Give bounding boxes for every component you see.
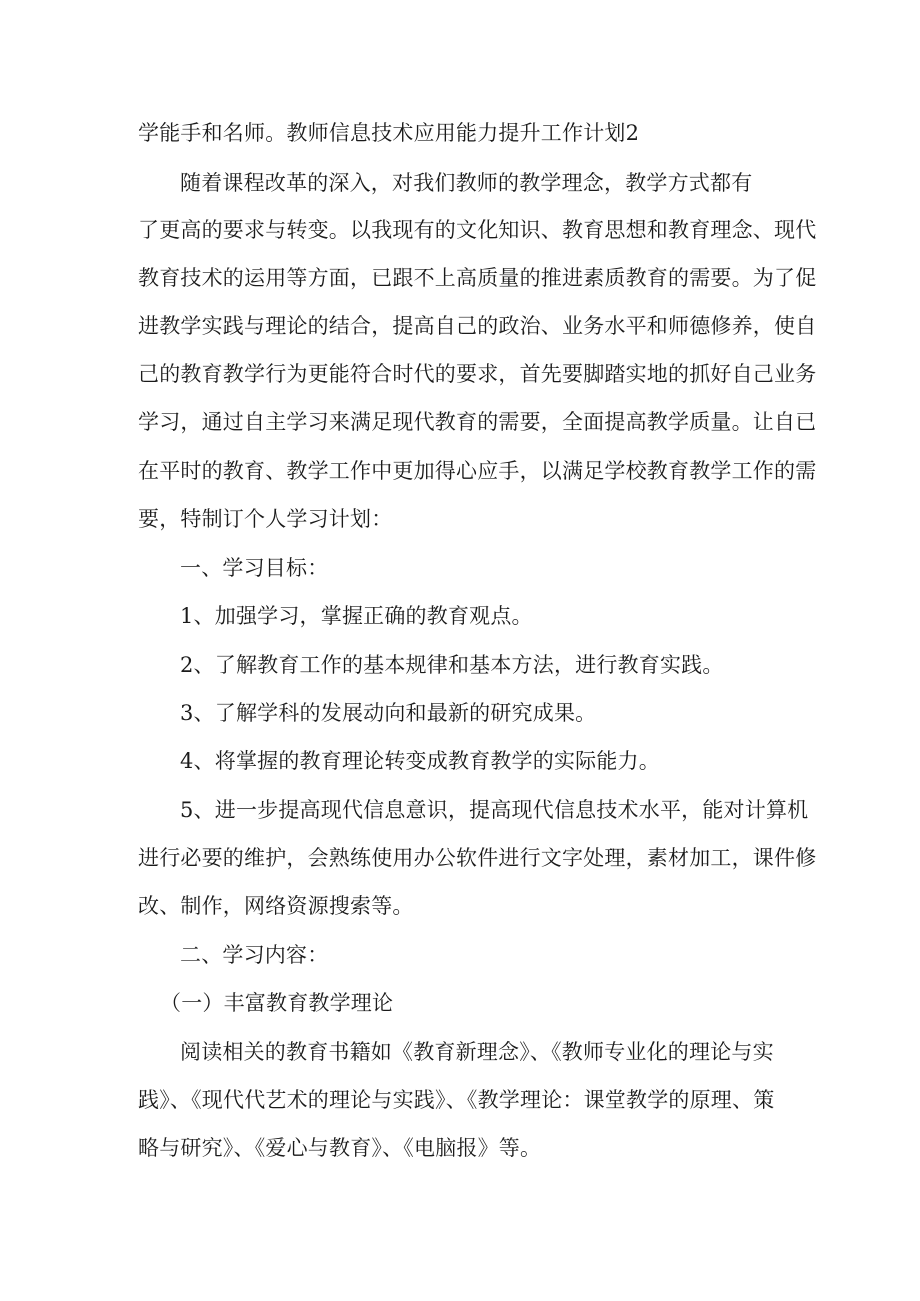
list-item: 3、了解学科的发展动向和最新的研究成果。 (180, 701, 597, 725)
subsection-heading: （一）丰富教育教学理论 (160, 991, 394, 1015)
text-line: 随着课程改革的深入，对我们教师的教学理念，教学方式都有 (180, 171, 753, 195)
text-line: 学习，通过自主学习来满足现代教育的需要，全面提高教学质量。让自已 (138, 410, 817, 434)
section-heading: 一、学习目标： (180, 556, 329, 580)
text-line: 学能手和名师。教师信息技术应用能力提升工作计划2 (138, 121, 640, 145)
text-line: 在平时的教育、教学工作中更加得心应手，以满足学校教育教学工作的需 (138, 459, 817, 483)
text-line: 教育技术的运用等方面，已跟不上高质量的推进素质教育的需要。为了促 (138, 266, 817, 290)
text-line: 了更高的要求与转变。以我现有的文化知识、教育思想和教育理念、现代 (138, 218, 817, 242)
list-item: 4、将掌握的教育理论转变成教育教学的实际能力。 (180, 749, 660, 773)
text-line: 进教学实践与理论的结合，提高自己的政治、业务水平和师德修养，使自 (138, 314, 817, 338)
list-item: 5、进一步提高现代信息意识，提高现代信息技术水平，能对计算机 (180, 798, 809, 822)
text-line: 己的教育教学行为更能符合时代的要求，首先要脚踏实地的抓好自己业务 (138, 362, 817, 386)
text-line: 略与研究》、《爱心与教育》、《电脑报》等。 (138, 1136, 542, 1160)
text-line: 要，特制订个人学习计划： (138, 507, 393, 531)
list-item: 1、加强学习，掌握正确的教育观点。 (180, 604, 533, 628)
text-line: 改、制作，网络资源搜索等。 (138, 894, 414, 918)
section-heading: 二、学习内容： (180, 943, 329, 967)
text-line: 践》、《现代代艺术的理论与实践》、《教学理论：课堂教学的原理、策 (138, 1088, 775, 1112)
list-item: 2、了解教育工作的基本规律和基本方法，进行教育实践。 (180, 653, 724, 677)
text-line: 阅读相关的教育书籍如《教育新理念》、《教师专业化的理论与实 (180, 1040, 774, 1064)
text-line: 进行必要的维护，会熟练使用办公软件进行文字处理，素材加工，课件修 (138, 846, 817, 870)
